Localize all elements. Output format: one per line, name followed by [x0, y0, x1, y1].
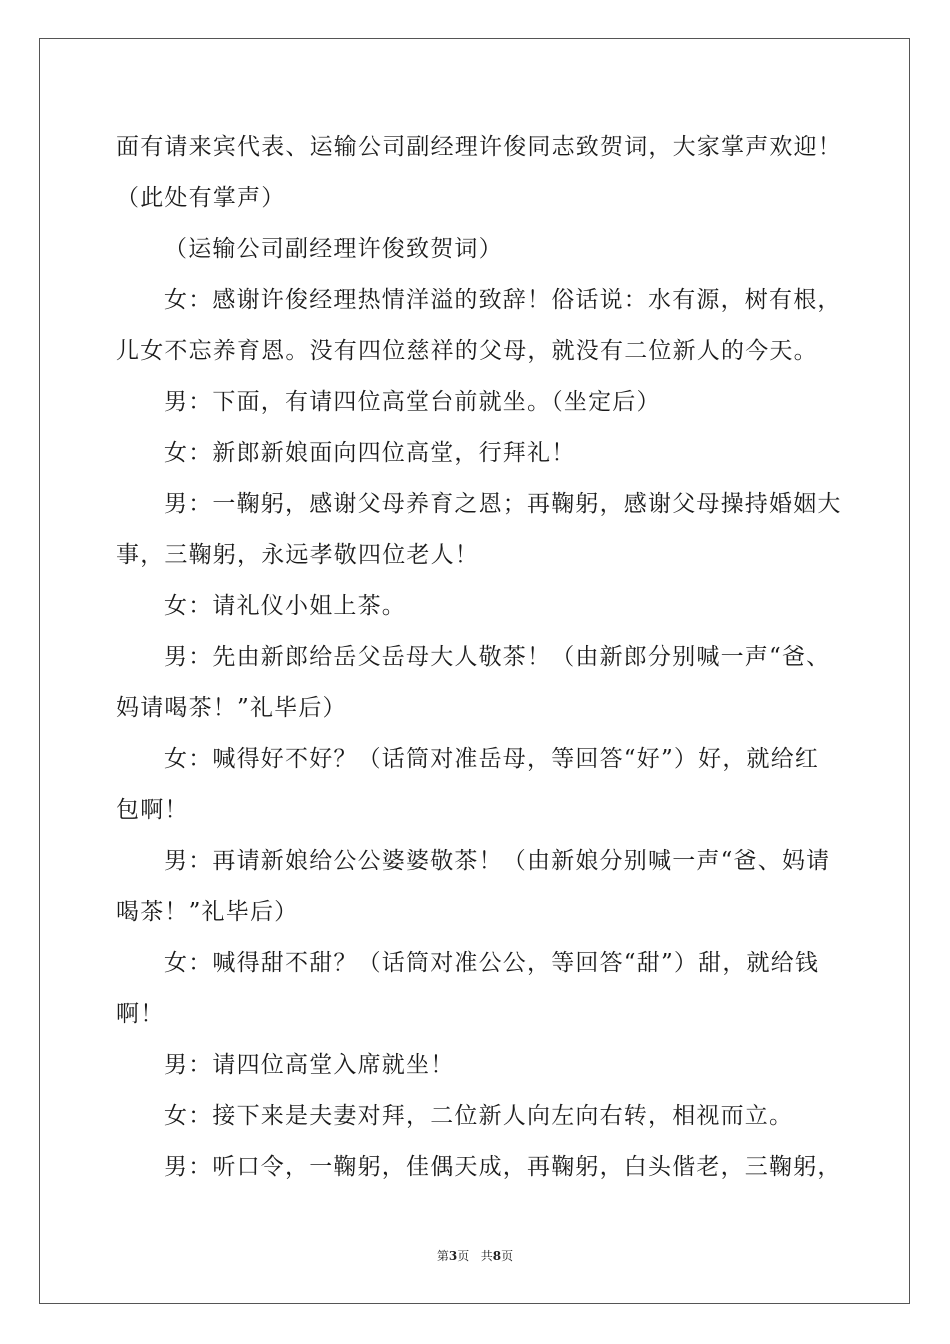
text-line: 男：一鞠躬，感谢父母养育之恩；再鞠躬，感谢父母操持婚姻大	[164, 491, 842, 517]
total-pages: 8	[492, 1249, 502, 1263]
document-body	[116, 128, 842, 1199]
text-line: 包啊！	[116, 797, 189, 823]
page-suffix: 页	[457, 1249, 470, 1263]
text-line: 男：先由新郎给岳父岳母大人敬茶！（由新郎分别喊一声“爸、	[164, 644, 831, 670]
total-prefix: 共	[480, 1249, 493, 1263]
text-line: 男：再请新娘给公公婆婆敬茶！（由新娘分别喊一声“爸、妈请	[164, 848, 831, 874]
text-line: 男：下面，有请四位高堂台前就坐。（坐定后）	[164, 389, 661, 415]
page-footer	[0, 1247, 950, 1264]
text-line: 女：感谢许俊经理热情洋溢的致辞！俗话说：水有源，树有根，	[164, 287, 842, 313]
text-line: 女：喊得甜不甜？（话筒对准公公，等回答“甜”）甜，就给钱	[164, 950, 820, 976]
text-line: 男：请四位高堂入席就坐！	[164, 1052, 455, 1078]
text-line: 女：接下来是夫妻对拜，二位新人向左向右转，相视而立。	[164, 1103, 794, 1129]
text-line: 事，三鞠躬，永远孝敬四位老人！	[116, 542, 479, 568]
text-line: 男：听口令，一鞠躬，佳偶天成，再鞠躬，白头偕老，三鞠躬，	[164, 1154, 842, 1180]
total-suffix: 页	[501, 1249, 514, 1263]
text-line: 儿女不忘养育恩。没有四位慈祥的父母，就没有二位新人的今天。	[116, 338, 818, 364]
page-number: 3	[448, 1249, 458, 1263]
text-line: 喝茶！”礼毕后）	[116, 899, 299, 925]
text-line: 女：喊得好不好？（话筒对准岳母，等回答“好”）好，就给红	[164, 746, 820, 772]
text-line: 女：请礼仪小姐上茶。	[164, 593, 406, 619]
text-line: 面有请来宾代表、运输公司副经理许俊同志致贺词，大家掌声欢迎！	[116, 134, 842, 160]
text-line: 女：新郎新娘面向四位高堂，行拜礼！	[164, 440, 576, 466]
text-line: 妈请喝茶！”礼毕后）	[116, 695, 347, 721]
text-line: （此处有掌声）	[116, 185, 286, 211]
text-line: （运输公司副经理许俊致贺词）	[164, 236, 503, 262]
page-prefix: 第	[436, 1249, 449, 1263]
text-line: 啊！	[116, 1001, 165, 1027]
